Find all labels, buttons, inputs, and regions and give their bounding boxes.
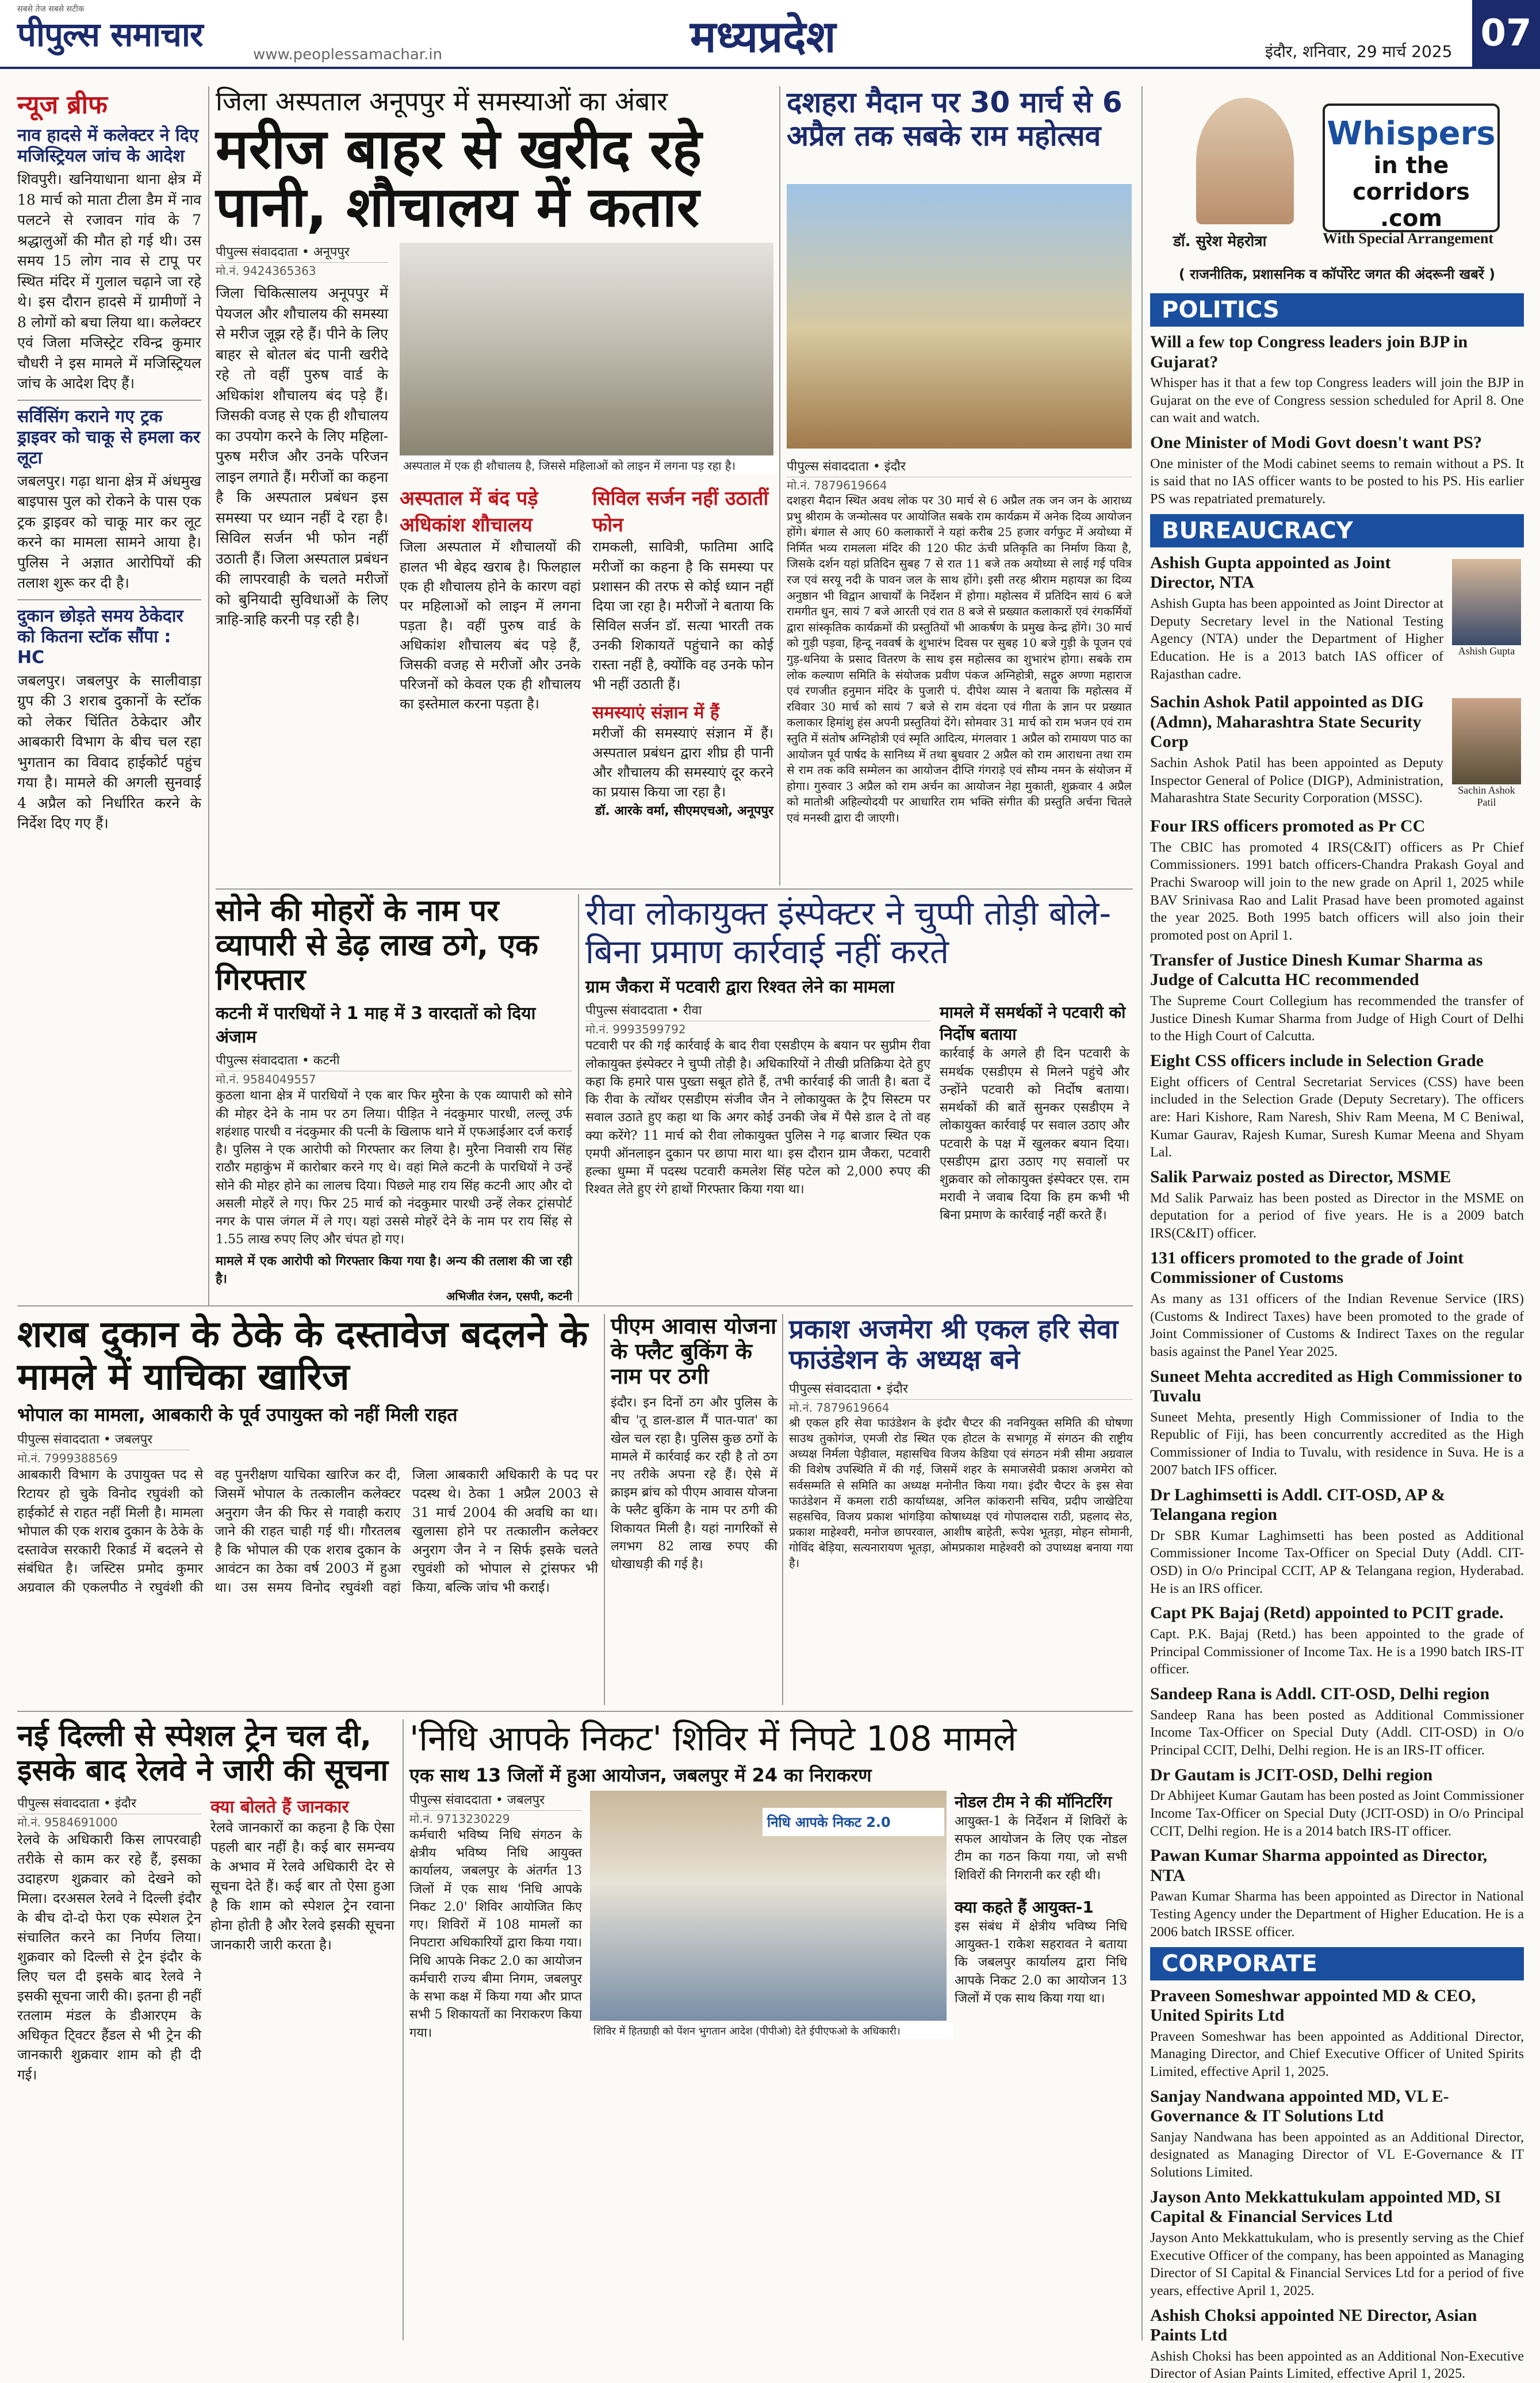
story-headline: शराब दुकान के ठेके के दस्तावेज बदलने के मामले में याचिका खारिज [17, 1313, 588, 1399]
item-title: Suneet Mehta accredited as High Commissioner to Tuvalu [1150, 1366, 1523, 1406]
item-body: Ashish Choksi has been appointed as an Additional Non-Executive Director of Asian Paints Limited, effective April 1, 2025. [1150, 2348, 1524, 2382]
section-title: मध्यप्रदेश [690, 11, 836, 62]
box-body: रेलवे जानकारों का कहना है कि ऐसा पहली बार नहीं है। कई बार समन्वय के अभाव में रेलवे अधिकारी देर से सूचना देते हैं। कई बार तो ऐसा हुआ है कि शाम को स्पेशल ट्रेन रवाना होना होती है और रेलवे इसकी सूचना जानकारी जारी करता है। [210, 1819, 394, 1953]
logo-line: Whispers [1327, 115, 1496, 152]
byline: पीपुल्स संवाददाता • इंदौर [789, 1380, 1133, 1400]
byline: पीपुल्स संवाददाता • अनूपपुर [216, 243, 388, 263]
page-number: 07 [1472, 0, 1540, 67]
item-body: Dr Abhijeet Kumar Gautam has been posted as Joint Commissioner Income Tax-Officer on Special Duty (JCIT-OSD) in O/o Principal CCIT, Delhi region. He is a 2014 batch IRS-IT officer. [1150, 1788, 1524, 1839]
item-body: One minister of the Modi cabinet seems to remain without a PS. It is said that no IAS officer wants to be posted to his PS. His earlier PS was repatriated prematurely. [1150, 456, 1524, 507]
story-body: इंदौर। इन दिनों ठग और पुलिस के बीच 'तू डाल-डाल मैं पात-पात' का खेल चल रहा है। पुलिस कुछ ठगों के मामले में कार्रवाई कर रही है तो ठग नए तरीके अपना रहे हैं। ऐसे में क्राइम ब्रांच को पीएम आवास योजना के फ्लैट बुकिंग के नाम पर ठगी की शिकायत मिली है। यहां नागरिकों से लगभग 82 लाख रुपए की धोखाधड़ी की गई है। [611, 1396, 777, 1572]
item-title: Dr Laghimsetti is Addl. CIT-OSD, AP & Telangana region [1150, 1485, 1446, 1524]
box-title: समस्याएं संज्ञान में हैं [592, 703, 719, 723]
item-body: Jayson Anto Mekkattukulam, who is presently serving as the Chief Executive Officer of the company, has been appointed as Managing Director of SI Capital & Financial Services Ltd for a period of five years, effective April 1, 2025. [1150, 2230, 1524, 2298]
item-title: Pawan Kumar Sharma appointed as Director, NTA [1150, 1846, 1488, 1885]
story-quote: मामले में एक आरोपी को गिरफ्तार किया गया है। अन्य की तलाश की जा रही है। [216, 1253, 572, 1286]
officer-photo [1452, 698, 1521, 784]
item-title: 131 officers promoted to the grade of Joint Commissioner of Customs [1150, 1248, 1464, 1288]
byline: पीपुल्स संवाददाता • जबलपुर [17, 1430, 190, 1450]
mobile-number: मो.नं. 9424365363 [216, 264, 316, 278]
box-title: सिविल सर्जन नहीं उठातीं फोन [592, 487, 769, 537]
logo-line: in the corridors [1352, 152, 1470, 205]
item-title: Transfer of Justice Dinesh Kumar Sharma as Judge of Calcutta HC recommended [1150, 950, 1483, 990]
item-title: Sachin Ashok Patil appointed as DIG (Admn), Maharashtra State Security Corp [1150, 692, 1424, 752]
item-body: As many as 131 officers of the Indian Revenue Service (IRS) (Customs & Indirect Taxes) have been promoted to the grade of Joint Commissioner of Customs & Indirect Taxes on the regular basis against the Panel Year 2025. [1150, 1291, 1524, 1359]
item-body: Ashish Gupta has been appointed as Joint Director at Deputy Secretary level in the National Testing Agency (NTA) under the Department of Higher Education. He is a 2013 batch IAS officer of Rajasthan cadre. [1150, 596, 1443, 682]
story-train [17, 1719, 397, 2340]
item-title: Capt PK Bajaj (Retd) appointed to PCIT grade. [1150, 1603, 1504, 1623]
section-band-corporate: CORPORATE [1150, 1947, 1524, 1980]
brief-body: जबलपुर। गढ़ा थाना क्षेत्र में अंधमुख बाइपास पुल को रोकने के पास एक ट्रक ड्राइवर को चाकू मार कर लूट करने का मामला सामने आया है। पुलिस ने अज्ञात आरोपियों की तलाश शुरू कर दी है। [17, 472, 201, 591]
story-subhead: एक साथ 13 जिलों में हुआ आयोजन, जबलपुर में 24 का निराकरण [409, 1764, 872, 1786]
story-headline: नई दिल्ली से स्पेशल ट्रेन चल दी, इसके बाद रेलवे ने जारी की सूचना [17, 1719, 389, 1788]
photo-caption: शिविर में हितग्राही को पेंशन भुगतान आदेश (पीपीओ) देते ईपीएफओ के अधिकारी। [590, 2023, 953, 2039]
brief-body: जबलपुर। जबलपुर के सालीवाड़ा ग्रुप की 3 शराब दुकानों के स्टॉक को लेकर चिंतित ठेकेदार और आबकारी विभाग के बीच चल रहा भुगतान का विवाद हाईकोर्ट पहुंच गया है। मामले की अगली सुनवाई 4 अप्रैल को निर्धारित करने के निर्देश दिए गए हैं। [17, 672, 201, 832]
story-lokayukta [585, 894, 1132, 1302]
box-title: क्या बोलते हैं जानकार [210, 1796, 349, 1817]
story-body: रेलवे के अधिकारी किस लापरवाही तरीके से काम कर रहे हैं, इसका उदाहरण शुक्रवार को देखने को मिला। दरअसल रेलवे ने दिल्ली इंदौर के बीच दो-दो फेरा एक स्पेशल ट्रेन संचालित करने का निर्णय लिया। शुक्रवार को दिल्ली से ट्रेन इंदौर के लिए चल दी इसके बाद रेलवे ने इसकी सूचना जारी की। इतना ही नहीं रतलाम मंडल के डीआरएम के अधिकृत टि्वटर हैंडल से भी ट्रेन की जानकारी शुक्रवार शाम को ही दी गई। [17, 1831, 201, 2083]
logo-line: .com [1380, 205, 1443, 232]
item-title: Salik Parwaiz posted as Director, MSME [1150, 1167, 1451, 1187]
box-body: रामकली, सावित्री, फातिमा आदि मरीजों का कहना है कि समस्या पर प्रशासन की तरफ से कोई ध्यान नहीं दिया जा रहा है। मरीजों ने बताया कि सिविल सर्जन डॉ. सत्या भारती तक उनकी शिकायतें पहुंचाने का कोई रास्ता नहीं है, क्योंकि वह उनके फोन भी नहीं उठाती हैं। [592, 539, 773, 693]
story-headline: रीवा लोकायुक्त इंस्पेक्टर ने चुप्पी तोड़ी बोले- बिना प्रमाण कार्रवाई नहीं करते [585, 894, 1112, 971]
story-headline: दशहरा मैदान पर 30 मार्च से 6 अप्रैल तक सबके राम महोत्सव [787, 86, 1123, 152]
story-body: कुठला थाना क्षेत्र में पारधियों ने एक बार फिर मुरैना के एक व्यापारी को सोने की मोहर देने के नाम पर ठग लिया। पीड़ित ने नंदकुमार पारधी, लल्लू उर्फ शहंशाह पारधी व नंदकुमार की पत्नी के खिलाफ थाने में एफआईआर दर्ज कराई है। पुलिस ने एक आरोपी को गिरफ्तार कर लिया है। मुरैना निवासी राय सिंह राठौर महाकुंभ में कारोबार करने गए थे। वहां मिले कटनी के पारधियों ने उन्हें सोने की मोहर होने का लालच दिया। पिछले माह राय सिंह कटनी आए और दो असली मोहरें ले गए। फिर 25 मार्च को नंदकुमार पारधी उन्हें लेकर ट्रांसपोर्ट नगर के पास जंगल में ले गए। यहां उससे मोहरें देने के नाम पर राय सिंह से 1.55 लाख रुपए लिए और चंपत हो गए। [216, 1089, 572, 1247]
story-headline: सोने की मोहरों के नाम पर व्यापारी से डेढ़ लाख ठगे, एक गिरफ्तार [216, 894, 539, 997]
item-title: Four IRS officers promoted as Pr CC [1150, 817, 1426, 836]
nidhi-camp-photo [590, 1791, 947, 2021]
item-body: Sanjay Nandwana has been appointed as an Additional Director, designated as Managing Director of VL E-Governance & IT Solutions Limited. [1150, 2129, 1524, 2181]
box-body: आयुक्त-1 के निर्देशन में शिविरों के सफल आयोजन के लिए एक नोडल टीम का गठन किया गया, जो सभी शिविरों की निगरानी कर रही थी। [955, 1814, 1127, 1883]
item-body: Sachin Ashok Patil has been appointed as Deputy Inspector General of Police (DIGP), Administration, Maharashtra State Security Corporation (MSSC). [1150, 755, 1443, 806]
story-body: जिला चिकित्सालय अनूपपुर में पेयजल और शौचालय की समस्या से मरीज जूझ रहे हैं। पीने के लिए बाहर से बोतल बंद पानी खरीदे रहे तो वहीं पुरुष वार्ड के अधिकांश शौचालय बंद पड़े हैं। जिसकी वजह से एक ही शौचालय का उपयोग करने के लिए महिला-पुरुष मरीज और उनके परिजन लाइन लगाते हैं। मरीजों का कहना है कि अस्पताल प्रबंधन इस समस्या पर ध्यान नहीं दे रहा है। सिविल सर्जन भी फोन नहीं उठाती हैं। जिला अस्पताल प्रबंधन की लापरवाही के चलते मरीजों को बुनियादी सुविधाओं के लिए त्राहि-त्राहि करनी पड़ रही है। [216, 285, 389, 629]
story-body: दशहरा मैदान स्थित अवध लोक पर 30 मार्च से 6 अप्रैल तक जन जन के आराध्य प्रभु श्रीराम के जन्मोत्सव पर आयोजित सबके राम कार्यक्रम में अनेक दिव्य आयोजन होंगे। बंगाल से आए 60 कलाकारों ने यहां करीब 25 हजार वर्गफुट में अयोध्या में निर्मित भव्य रामलला मंदिर की 120 फीट ऊंची प्रतिकृति का निर्माण किया है, जिसके दर्शन यहां प्रतिदिन सुबह 7 से रात 11 बजे तक अयोध्या से लाई गई पवित्र रज एवं सरयू नदी के पावन जल के साथ होंगे। इसी तरह श्रीराम महायज्ञ का दिव्य अनुष्ठान भी विद्वान आचार्यों के निर्देशन में होगा। महोत्सव में प्रतिदिन सायं 6 बजे रामगीत धुन, सायं 7 बजे आरती एवं रात 8 बजे से प्रख्यात कलाकारों एवं रंगकर्मियों द्वारा सांस्कृतिक कार्यक्रमों की प्रस्तुतियों भी आकर्षण के प्रमुख केन्द्र होंगे। 30 मार्च को गुड़ी पड़वा, हिन्दू नववर्ष के शुभारंभ दिवस पर सुबह 10 बजे गुड़ी के पूजन एवं गुड़-धनिया के प्रसाद वितरण के साथ इस महोत्सव का शुभारंभ होगा। सबके राम लोक कल्याण समिति के संयोजक प्रवीण पंकज अग्निहोत्री, सद्गुरु अण्णा महाराज एवं रणजीत हनुमान मंदिर के पुजारी पं. दीपेश व्यास ने बताया कि महोत्सव में रविवार 30 मार्च को सायं 7 बजे से राम वंदना एवं गीता के ज्ञान पर प्रख्यात कलाकार हिमांशु हंस अपनी प्रस्तुतियां देंगे। सोमवार 31 मार्च को राम भजन एवं राम स्तुति में संतोष अग्निहोत्री एवं स्मृति आदित्य, मंगलवार 1 अप्रैल को रामायण पाठ का आयोजन पूर्व पार्षद के सानिध्य में तथा बुधवार 2 अप्रैल को राम आराधना तथा राम से राम तक कवि सम्मेलन का आयोजन दीप्ति गंगराड़े एवं सौम्य नमन के संयोजन में होगा। गुरुवार 3 अप्रैल को राम अर्चन का आयोजन नेहा मुकाती, शुक्रवार 4 अप्रैल को मातोश्री अहिल्योदयी पर आधारित राम भक्ति संगीत की प्रस्तुति अर्चना चितले एवं मनस्वी द्वारा दी जाएगी। [787, 493, 1132, 825]
item-body: Pawan Kumar Sharma has been appointed as Director in National Testing Agency under the Department of Higher Education. He is a 2006 batch IRSSE officer. [1150, 1889, 1524, 1940]
story-body: पटवारी पर की गई कार्रवाई के बाद रीवा एसडीएम के बयान पर सुप्रीम रीवा लोकायुक्त इंस्पेक्टर ने चुप्पी तोड़ी है। अधिकारियों ने तीखी प्रतिक्रिया देते हुए कहा कि हमारे पास पुख्ता सबूत होते हैं, तभी कार्रवाई की जाती है। बता दें कि रीवा के त्योंथर एसडीएम संजीव जैन ने लोकायुक्त के ट्रैप सिस्टम पर सवाल उठाते हुए कहा था कि अगर कोई उनकी जेब में पैसे डाल दे तो वह क्या करेंगे? 11 मार्च को रीवा लोकायुक्त पुलिस ने गढ़ बाजार स्थित एक एमपी ऑनलाइन दुकान पर छापा मारा था। इस दौरान ग्राम जैकरा, पटवारी हल्का धुम्मा में पदस्थ पटवारी कमलेश सिंह पटेल को 2,000 रुपए की रिश्वत लेते हुए रंगे हाथों गिरफ्तार किया गया था। [585, 1039, 930, 1197]
story-headline: मरीज बाहर से खरीद रहे पानी, शौचालय में कतार [216, 116, 702, 239]
masthead-logo: पीपुल्स समाचार [17, 15, 203, 54]
box-body: मरीजों की समस्याएं संज्ञान में हैं। अस्पताल प्रबंधन द्वारा शीघ्र ही पानी और शौचालय की समस्याएं दूर करने का प्रयास किया जा रहा है। [592, 725, 773, 800]
item-title: Ashish Gupta appointed as Joint Director, NTA [1150, 553, 1391, 592]
whispers-logo [1323, 104, 1500, 232]
page-header [0, 0, 1540, 69]
story-hospital [216, 86, 773, 886]
brief-item [17, 606, 201, 834]
item-title: Dr Gautam is JCIT-OSD, Delhi region [1150, 1765, 1433, 1784]
story-ajmera [789, 1314, 1133, 1705]
story-kicker: जिला अस्पताल अनूपपुर में समस्याओं का अंबार [216, 86, 668, 117]
news-brief-column [17, 86, 201, 1305]
brief-item [17, 125, 201, 394]
box-title: क्या कहते हैं आयुक्त-1 [955, 1897, 1094, 1917]
quote-sign: डॉ. आरके वर्मा, सीएमएचओ, अनूपपुर [595, 804, 773, 819]
item-body: Sandeep Rana has been posted as Additional Commissioner Income Tax-Officer on Special Duty (Addl. CIT-OSD) in O/o Principal CCIT, Delhi, Delhi region. He is an IRS-IT officer. [1150, 1707, 1524, 1758]
item-title: Eight CSS officers include in Selection Grade [1150, 1051, 1484, 1071]
news-brief-label: न्यूज ब्रीफ [17, 90, 108, 120]
item-body: Praveen Someshwar has been appointed as Additional Director, Managing Director, and Chief Executive Officer of United Spirits Limited, effective April 1, 2025. [1150, 2029, 1524, 2079]
byline: पीपुल्स संवाददाता • रीवा [585, 1001, 930, 1021]
byline: पीपुल्स संवाददाता • कटनी [216, 1051, 572, 1071]
box-body: जिला अस्पताल में शौचालयों की हालत भी बेहद खराब है। फिलहाल एक ही शौचालय होने के कारण वहां पर महिलाओं को लाइन में लगना पड़ता है। वहीं पुरुष वार्ड के अधिकांश शौचालय बंद पड़े हैं, जिसकी वजह से मरीजों और उनके परिजनों को केवल एक ही शौचालय का इस्तेमाल करना पड़ता है। [400, 539, 581, 712]
story-pmay [611, 1314, 777, 1705]
item-body: Eight officers of Central Secretariat Services (CSS) have been included in the Selection Grade (Deputy Secretary). The officers are: Hari Kishore, Ram Naresh, Shiv Ram Meena, M C Beniwal, Kumar Gaurav, Rajesh Kumar, Suresh Kumar Meena and Shyam Lal. [1150, 1074, 1524, 1160]
photo-caption: अस्पताल में एक ही शौचालय है, जिससे महिलाओं को लाइन में लगना पड़ रहा है। [400, 457, 780, 474]
item-title: Sanjay Nandwana appointed MD, VL E-Governance & IT Solutions Ltd [1150, 2086, 1449, 2126]
temple-photo [787, 184, 1132, 449]
mobile-number: मो.नं. 7879619664 [787, 478, 887, 492]
item-body: The CBIC has promoted 4 IRS(C&IT) officers as Pr Chief Commissioners. 1991 batch officers-Chandra Prakash Goyal and Prachi Swaroop will join to the new grade on April 1, 2025 while BAV Srinivasa Rao and Lalit Prasad have been promoted against the year 2025. Both 1995 batch officers will also join their promoted post on April 1. [1150, 840, 1524, 944]
brief-body: शिवपुरी। खनियाधाना थाना क्षेत्र में 18 मार्च को माता टीला डैम में नाव पलटने से रजावन गांव के 7 श्रद्धालुओं की मौत हो गई थी। उस समय 15 लोग नाव से टापू पर स्थित मंदिर में गुलाल चढ़ाने जा रहे थे। इस दौरान हादसे में ग्रामीणों ने 8 लोगों को बचा लिया था। कलेक्टर एवं जिला मजिस्ट्रेट रविन्द्र कुमार चौधरी ने इस मामले में मजिस्ट्रियल जांच के आदेश दिए हैं। [17, 171, 201, 392]
brief-title: सर्विसिंग कराने गए ट्रक ड्राइवर को चाकू से हमला कर लूटा [17, 406, 200, 468]
box-body: इस संबंध में क्षेत्रीय भविष्य निधि आयुक्त-1 राकेश सहरावत ने बताया कि जबलपुर कार्यालय द्वारा निधि आपके निकट 2.0 का आयोजन 13 जिलों में एक साथ किया गया था। [955, 1919, 1127, 2006]
columnist-name: डॉ. सुरेश मेहरोत्रा [1173, 233, 1267, 250]
banner-text: निधि आपके निकट 2.0 [763, 1808, 944, 1836]
mobile-number: मो.नं. 9584049557 [216, 1072, 316, 1087]
story-liquor [17, 1314, 598, 1705]
story-subhead: भोपाल का मामला, आबकारी के पूर्व उपायुक्त को नहीं मिली राहत [17, 1404, 458, 1426]
story-headline: प्रकाश अजमेरा श्री एकल हरि सेवा फाउंडेशन के अध्यक्ष बने [789, 1313, 1118, 1375]
story-gold [216, 894, 572, 1302]
masthead-tagline: सबसे तेज सबसे सटीक [17, 5, 85, 14]
story-dussehra [787, 86, 1132, 886]
story-headline: 'निधि आपके निकट' शिविर में निपटे 108 मामले [409, 1719, 1017, 1759]
item-body: Whisper has it that a few top Congress leaders will join the BJP in Gujarat on the eve of Congress session scheduled for April 8. One can wait and watch. [1150, 376, 1524, 426]
section-band-politics: POLITICS [1150, 293, 1524, 327]
brief-item [17, 407, 201, 593]
hospital-photo [400, 243, 773, 455]
story-body: श्री एकल हरि सेवा फाउंडेशन के इंदौर चैप्टर की नवनियुक्त समिति की घोषणा साउथ तुकोगंज, एमजी रोड स्थित एक होटल के सभागृह में संगठन की राष्ट्रीय अध्यक्ष निर्मला पेड़ीवाल, महासचिव विजय केडिया एवं संगठन मंत्री सीमा अग्रवाल की विशेष उपस्थिति में की गई, जिसमें शहर के समाजसेवी प्रकाश अजमेरा को सर्वसम्मति से समिति का अध्यक्ष मनोनीत किया गया। इंदौर चैप्टर के इस सेवा फाउंडेशन में कमला राठी कार्याध्यक्ष, अनिल कांकरानी सचिव, प्रदीप जाखेटिया सहसचिव, विजय प्रकाश भांगड़िया कोषाध्यक्ष एवं गोपालदास राठी, प्रहलाद सेठ, प्रकाश माहेश्वरी, मनोज छापरवाल, आशीष बाहेती, रूपेश भूतड़ा, मोहन सोमानी, गोविंद बेड़िया, सत्यनारायण भूतड़ा, ओमप्रकाश माहेश्वरी को उपाध्यक्ष बनाया गया है। [789, 1415, 1133, 1570]
item-body: The Supreme Court Collegium has recommended the transfer of Justice Dinesh Kumar Sharma from Judge of High Court of Delhi to the High Court of Calcutta. [1150, 993, 1524, 1044]
special-arrangement: With Special Arrangement [1323, 230, 1494, 247]
box-body: कार्रवाई के अगले ही दिन पटवारी के समर्थक एसडीएम से मिलने पहुंचे और उन्होंने पटवारी को निर्दोष बताया। समर्थकों की बातें सुनकर एसडीएम ने लोकायुक्त कार्रवाई पर सवाल उठाए और पटवारी के पक्ष में खुलकर बयान दिया। एसडीएम द्वारा उठाए गए सवालों पर शुक्रवार को लोकायुक्त इंस्पेक्टर एस. राम मरावी ने जवाब दिया कि हम कभी भी बिना प्रमाण के कार्रवाई नहीं करते हैं। [940, 1047, 1129, 1223]
photo-label: Sachin Ashok Patil [1458, 784, 1515, 809]
item-title: Ashish Choksi appointed NE Director, Asian Paints Ltd [1150, 2305, 1477, 2345]
brief-title: नाव हादसे में कलेक्टर ने दिए मजिस्ट्रियल जांच के आदेश [17, 125, 199, 166]
item-title: One Minister of Modi Govt doesn't want PS? [1150, 433, 1482, 453]
box-title: नोडल टीम ने की मॉनिटरिंग [955, 1792, 1112, 1811]
website-link[interactable]: www.peoplessamachar.in [253, 46, 443, 63]
box-title: अस्पताल में बंद पड़े अधिकांश शौचालय [400, 487, 538, 537]
mobile-number: मो.नं. 9713230229 [409, 1812, 510, 1826]
section-band-bureaucracy: BUREAUCRACY [1150, 514, 1524, 547]
whispers-subtitle: ( राजनीतिक, प्रशासनिक व कॉर्पोरेट जगत की अंदरूनी खबरें ) [1178, 266, 1496, 282]
byline: पीपुल्स संवाददाता • इंदौर [17, 1794, 201, 1814]
whispers-column [1150, 92, 1524, 2382]
story-body: आबकारी विभाग के उपायुक्त पद से रिटायर हो चुके विनोद रघुवंशी को हाईकोर्ट से राहत नहीं मिली है। मामला भोपाल की एक शराब दुकान के ठेके के दस्तावेज सरकारी रिकार्ड में बदलने से संबंधित है। जस्टिस प्रमोद कुमार अग्रवाल की एकलपीठ ने रघुवंशी की वह पुनरीक्षण याचिका खारिज कर दी, जिसमें भोपाल के तत्कालीन कलेक्टर अनुराग जैन की फिर से गवाही कराए जाने की राहत चाही गई थी। गौरतलब है कि भोपाल की एक शराब दुकान के आवंटन का ठेका वर्ष 2003 में हुआ था। उस समय विनोद रघुवंशी वहां जिला आबकारी अधिकारी के पद पर पदस्थ थे। ठेका 1 अप्रैल 2003 से 31 मार्च 2004 की अवधि का था। खुलासा होने पर तत्कालीन कलेक्टर अनुराग जैन ने न सिर्फ इसके चलते रघुवंशी को भोपाल से ट्रांसफर भी किया, बल्कि जांच भी कराई। [17, 1468, 598, 1596]
byline: पीपुल्स संवाददाता • जबलपुर [409, 1791, 582, 1811]
byline: पीपुल्स संवाददाता • इंदौर [787, 457, 1132, 477]
columnist-avatar [1196, 98, 1294, 224]
story-body: कर्मचारी भविष्य निधि संगठन के क्षेत्रीय भविष्य निधि आयुक्त कार्यालय, जबलपुर के अंतर्गत 13 जिलों में एक साथ 'निधि आपके निकट 2.0' शिविर आयोजित किए गए। शिविरों में 108 मामलों का निपटारा अधिकारियों द्वारा किया गया। निधि आपके निकट 2.0 का आयोजन कर्मचारी राज्य बीमा निगम, जबलपुर के सभा कक्ष में किया गया और प्राप्त सभी 5 शिकायतों का निराकरण किया गया। [409, 1828, 582, 2040]
item-title: Will a few top Congress leaders join BJP in Gujarat? [1150, 332, 1468, 371]
story-subhead: ग्राम जैकरा में पटवारी द्वारा रिश्वत लेने का मामला [585, 977, 895, 998]
item-title: Praveen Someshwar appointed MD & CEO, United Spirits Ltd [1150, 1986, 1476, 2025]
brief-title: दुकान छोड़ते समय ठेकेदार को कितना स्टॉक सौंपा : HC [17, 606, 183, 668]
item-title: Sandeep Rana is Addl. CIT-OSD, Delhi region [1150, 1684, 1490, 1704]
story-nidhi [409, 1719, 1133, 2340]
item-body: Dr SBR Kumar Laghimsetti has been posted as Additional Commissioner Income Tax-Officer on Special Duty (Addl. CIT-OSD) in O/o Principal CCIT, AP & Telangana region, Hyderabad. He is an IRS officer. [1150, 1528, 1524, 1596]
item-title: Jayson Anto Mekkattukulam appointed MD, SI Capital & Financial Services Ltd [1150, 2187, 1501, 2227]
story-headline: पीएम आवास योजना के फ्लैट बुकिंग के नाम पर ठगी [611, 1313, 777, 1389]
quote-sign: अभिजीत रंजन, एसपी, कटनी [446, 1289, 572, 1303]
story-subhead: कटनी में पारधियों ने 1 माह में 3 वारदातों को दिया अंजाम [216, 1003, 536, 1048]
item-body: Suneet Mehta, presently High Commissioner of India to the Republic of Fiji, has been concurrently accredited as the High Commissioner of India to Tuvalu, with residence in Suva. He is a 2007 batch IFS officer. [1150, 1409, 1524, 1478]
box-title: मामले में समर्थकों ने पटवारी को निर्दोष बताया [940, 1003, 1126, 1044]
officer-photo [1452, 559, 1521, 645]
mobile-number: मो.नं. 9993599792 [585, 1022, 686, 1037]
mobile-number: मो.नं. 7879619664 [789, 1400, 890, 1415]
mobile-number: मो.नं. 9584691000 [17, 1815, 118, 1829]
item-body: Capt. P.K. Bajaj (Retd.) has been appointed to the grade of Principal Commissioner of Income Tax. He is a 1990 batch IRS-IT officer. [1150, 1626, 1524, 1677]
dateline: इंदौर, शनिवार, 29 मार्च 2025 [1265, 42, 1453, 61]
photo-label: Ashish Gupta [1458, 645, 1515, 657]
item-body: Md Salik Parwaiz has been posted as Director in the MSME on deputation for a period of five years. He is a 2009 batch IRS(C&IT) officer. [1150, 1190, 1524, 1242]
mobile-number: मो.नं. 7999388569 [17, 1451, 118, 1466]
